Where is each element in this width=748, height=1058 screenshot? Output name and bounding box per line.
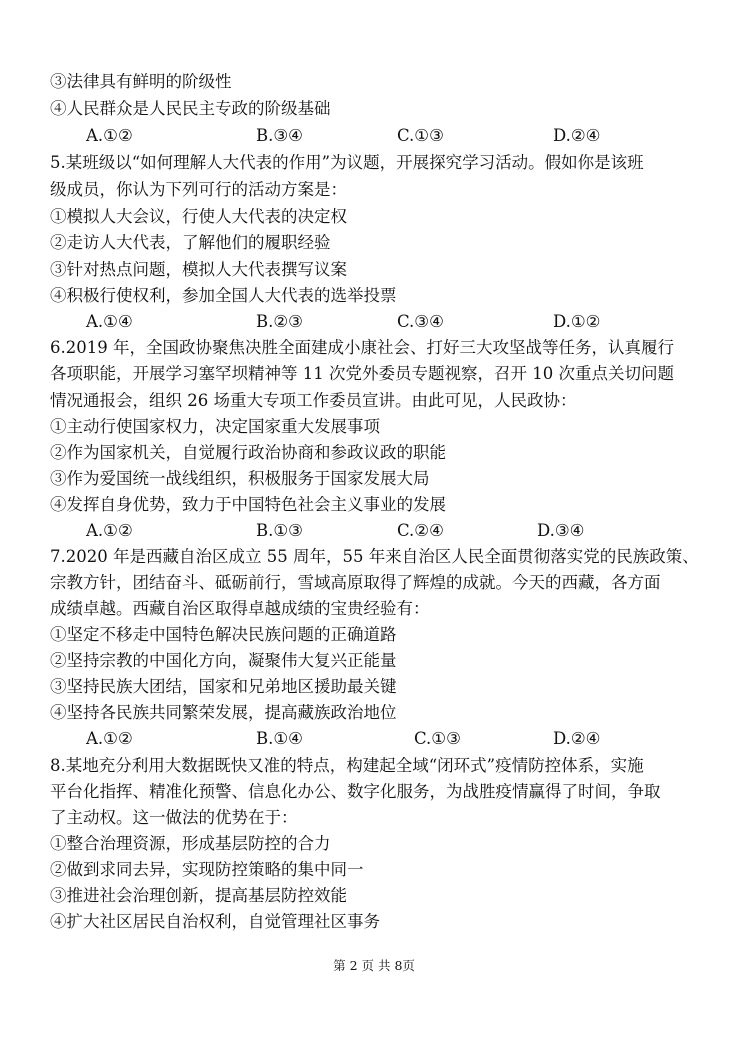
option-d: D.②④ [553,729,601,748]
choice-item: ②坚持宗教的中国化方向，凝聚伟大复兴正能量 [50,651,397,670]
option-d: D.①② [553,312,601,331]
choice-item: ③推进社会治理创新，提高基层防控效能 [50,886,347,905]
choice-item: ①整合治理资源，形成基层防控的合力 [50,834,331,853]
choice-item: ③作为爱国统一战线组织，积极服务于国家发展大局 [50,469,430,488]
question-stem: 5.某班级以“如何理解人大代表的作用”为议题，开展探究学习活动。假如你是该班 [50,153,644,172]
option-b: B.②③ [256,312,303,331]
answer-options [0,728,748,750]
question-stem: 7.2020 年是西藏自治区成立 55 周年，55 年来自治区人民全面贯彻落实党的民族政策、 [50,547,699,566]
question-stem: 8.某地充分利用大数据既快又准的特点，构建起全域“闭环式”疫情防控体系，实施 [50,756,644,775]
option-a: A.①② [86,729,133,748]
option-a: A.①② [86,521,133,540]
question-stem: 各项职能，开展学习塞罕坝精神等 11 次党外委员专题视察，召开 10 次重点关切问题 [50,364,674,383]
answer-options [0,125,748,147]
question-stem: 6.2019 年，全国政协聚焦决胜全面建成小康社会、打好三大攻坚战等任务，认真履行 [50,338,674,357]
option-a: A.①② [86,126,133,145]
question-stem: 平台化指挥、精准化预警、信息化办公、数字化服务，为战胜疫情赢得了时间，争取 [50,782,661,801]
option-a: A.①④ [86,312,133,331]
option-c: C.①③ [414,729,461,748]
question-stem: 宗教方针，团结奋斗、砥砺前行，雪域高原取得了辉煌的成就。今天的西藏，各方面 [50,573,661,592]
choice-item: ④扩大社区居民自治权利，自觉管理社区事务 [50,912,380,931]
choice-item: ②作为国家机关，自觉履行政治协商和参政议政的职能 [50,443,446,462]
option-b: B.①④ [256,729,303,748]
question-stem: 级成员，你认为下列可行的活动方案是： [50,180,347,199]
choice-item: ③针对热点问题，模拟人大代表撰写议案 [50,260,347,279]
answer-options [0,311,748,333]
answer-options [0,520,748,542]
page-number-footer: 第 2 页 共 8页 [333,958,415,973]
choice-item: ④坚持各民族共同繁荣发展，提高藏族政治地位 [50,703,397,722]
option-b: B.③④ [256,126,303,145]
option-c: C.①③ [397,126,444,145]
choice-item: ④积极行使权利，参加全国人大代表的选举投票 [50,286,397,305]
question-stem: 成绩卓越。西藏自治区取得卓越成绩的宝贵经验有： [50,599,430,618]
choice-item: ①主动行使国家权力，决定国家重大发展事项 [50,417,380,436]
option-d: D.②④ [553,126,601,145]
choice-item: ①坚定不移走中国特色解决民族问题的正确道路 [50,625,397,644]
option-c: C.②④ [397,521,444,540]
choice-item: ③法律具有鲜明的阶级性 [50,72,232,91]
option-b: B.①③ [256,521,303,540]
choice-item: ④发挥自身优势，致力于中国特色社会主义事业的发展 [50,495,446,514]
choice-item: ①模拟人大会议，行使人大代表的决定权 [50,207,347,226]
option-d: D.③④ [537,521,585,540]
question-stem: 情况通报会，组织 26 场重大专项工作委员宣讲。由此可见，人民政协： [50,391,577,410]
choice-item: ④人民群众是人民民主专政的阶级基础 [50,99,331,118]
choice-item: ③坚持民族大团结，国家和兄弟地区援助最关键 [50,677,397,696]
question-stem: 了主动权。这一做法的优势在于： [50,808,298,827]
choice-item: ②走访人大代表，了解他们的履职经验 [50,233,331,252]
option-c: C.③④ [397,312,444,331]
choice-item: ②做到求同去异，实现防控策略的集中同一 [50,860,364,879]
